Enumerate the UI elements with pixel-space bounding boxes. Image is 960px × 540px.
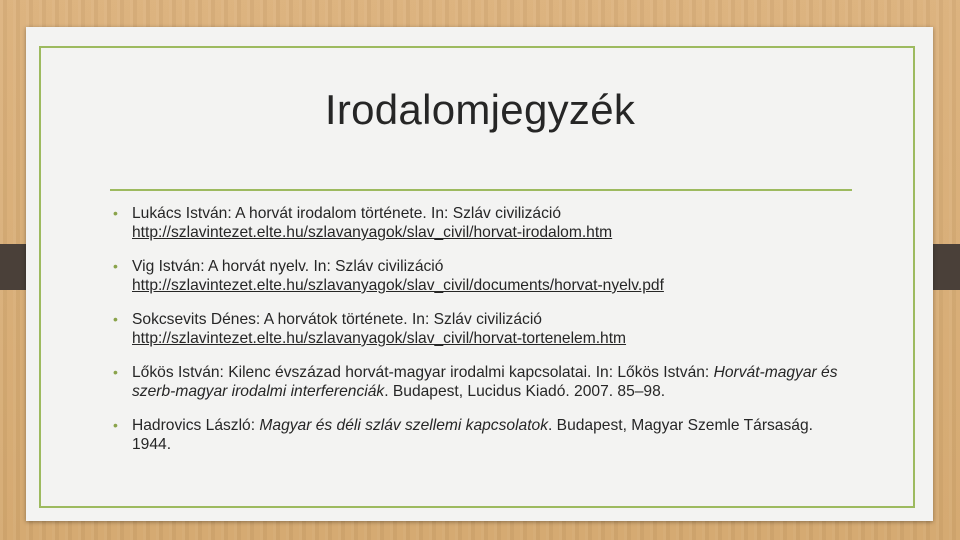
reference-book-title: Magyar és déli szláv szellemi kapcsolatok <box>259 417 549 434</box>
reference-list <box>110 204 850 469</box>
reference-item <box>110 416 850 454</box>
reference-item <box>110 310 850 348</box>
reference-link[interactable]: http://szlavintezet.elte.hu/szlavanyagok/slav_civil/horvat-irodalom.htm <box>132 224 613 241</box>
bullet-icon: • <box>113 417 118 433</box>
reference-item <box>110 257 850 295</box>
bullet-icon: • <box>113 311 118 327</box>
reference-link[interactable]: http://szlavintezet.elte.hu/szlavanyagok/slav_civil/horvat-tortenelem.htm <box>132 330 627 347</box>
reference-item <box>110 363 850 401</box>
reference-publisher: . Budapest, Magyar Szemle Társaság. 1944. <box>132 417 813 453</box>
reference-text: Lőkös István: Kilenc évszázad horvát-magyar irodalmi kapcsolatai. In: Lőkös István: <box>132 364 710 381</box>
reference-text: Sokcsevits Dénes: A horvátok története. In: Szláv civilizáció <box>132 311 542 328</box>
reference-link[interactable]: http://szlavintezet.elte.hu/szlavanyagok/slav_civil/documents/horvat-nyelv.pdf <box>132 277 664 294</box>
reference-publisher: . Budapest, Lucidus Kiadó. 2007. 85–98. <box>384 383 666 400</box>
bullet-icon: • <box>113 205 118 221</box>
right-edge-tab <box>930 244 960 290</box>
reference-text: Vig István: A horvát nyelv. In: Szláv civilizáció <box>132 258 444 275</box>
reference-item <box>110 204 850 242</box>
bullet-icon: • <box>113 364 118 380</box>
slide-title: Irodalomjegyzék <box>324 86 636 133</box>
bullet-icon: • <box>113 258 118 274</box>
title-divider <box>110 189 852 191</box>
reference-text: Lukács István: A horvát irodalom története. In: Szláv civilizáció <box>132 205 562 222</box>
reference-book-title: Horvát-magyar és szerb-magyar irodalmi interferenciák <box>132 364 838 400</box>
reference-text: Hadrovics László: <box>132 417 260 434</box>
